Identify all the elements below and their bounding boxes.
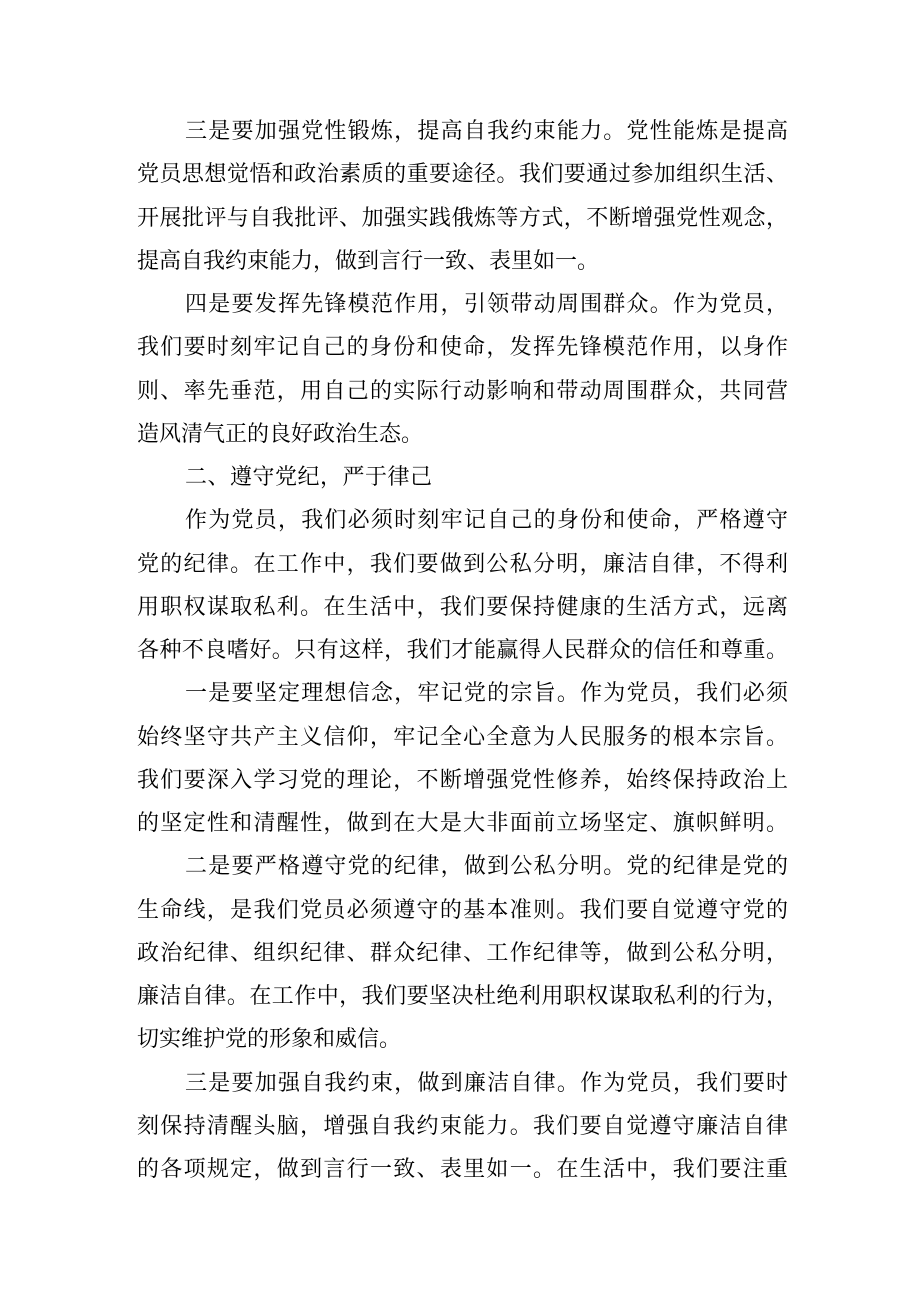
text-line: 我们要时刻牢记自己的身份和使命，发挥先锋模范作用，以身作 [137,335,788,361]
paragraph [137,845,788,1061]
text-line: 切实维护党的形象和威信。 [137,1027,402,1053]
text-line: 党员思想觉悟和政治素质的重要途径。我们要通过参加组织生活、 [137,162,788,188]
text-line: 用职权谋取私利。在生活中，我们要保持健康的生活方式，远离 [137,594,788,620]
text-line: 刻保持清醒头脑，增强自我约束能力。我们要自觉遵守廉洁自律 [137,1113,788,1139]
section-heading: 二、遵守党纪，严于律己 [185,465,433,490]
text-line: 生命线，是我们党员必须遵守的基本准则。我们要自觉遵守党的 [137,897,788,923]
text-line: 则、率先垂范，用自己的实际行动影响和带动周围群众，共同营 [137,378,788,404]
text-line: 的坚定性和清醒性，做到在大是大非面前立场坚定、旗帜鲜明。 [137,811,788,836]
text-line: 的各项规定，做到言行一致、表里如一。在生活中，我们要注重 [137,1157,788,1182]
text-line: 一是要坚定理想信念，牢记党的宗旨。作为党员，我们必须 [185,681,788,707]
text-line: 三是要加强党性锻炼，提高自我约束能力。党性能炼是提高 [185,119,788,144]
text-line: 廉洁自律。在工作中，我们要坚决杜绝利用职权谋取私利的行为， [137,984,788,1009]
text-line: 三是要加强自我约束，做到廉洁自律。作为党员，我们要时 [185,1070,788,1096]
text-line: 各种不良嗜好。只有这样，我们才能赢得人民群众的信任和尊重。 [137,638,788,663]
text-line: 四是要发挥先锋模范作用，引领带动周围群众。作为党员， [185,292,788,317]
document-body [137,110,788,1191]
text-line: 提高自我约束能力，做到言行一致、表里如一。 [137,248,600,274]
text-line: 政治纪律、组织纪律、群众纪律、工作纪律等，做到公私分明， [137,940,788,966]
paragraph [137,283,788,456]
paragraph [137,110,788,283]
paragraph [137,672,788,845]
text-line: 始终坚守共产主义信仰，牢记全心全意为人民服务的根本宗旨。 [137,724,788,750]
text-line: 党的纪律。在工作中，我们要做到公私分明，廉洁自律，不得利 [137,551,788,577]
paragraph [137,499,788,672]
text-line: 开展批评与自我批评、加强实践俄炼等方式，不断增强党性观念， [137,205,788,231]
text-line: 造风清气正的良好政治生态。 [137,421,424,447]
text-line: 二是要严格遵守党的纪律，做到公私分明。党的纪律是党的 [185,854,788,880]
text-line: 作为党员，我们必须时刻牢记自己的身份和使命，严格遵守 [185,508,788,534]
text-line: 我们要深入学习党的理论，不断增强党性修养，始终保持政治上 [137,767,788,793]
paragraph [137,1062,788,1192]
